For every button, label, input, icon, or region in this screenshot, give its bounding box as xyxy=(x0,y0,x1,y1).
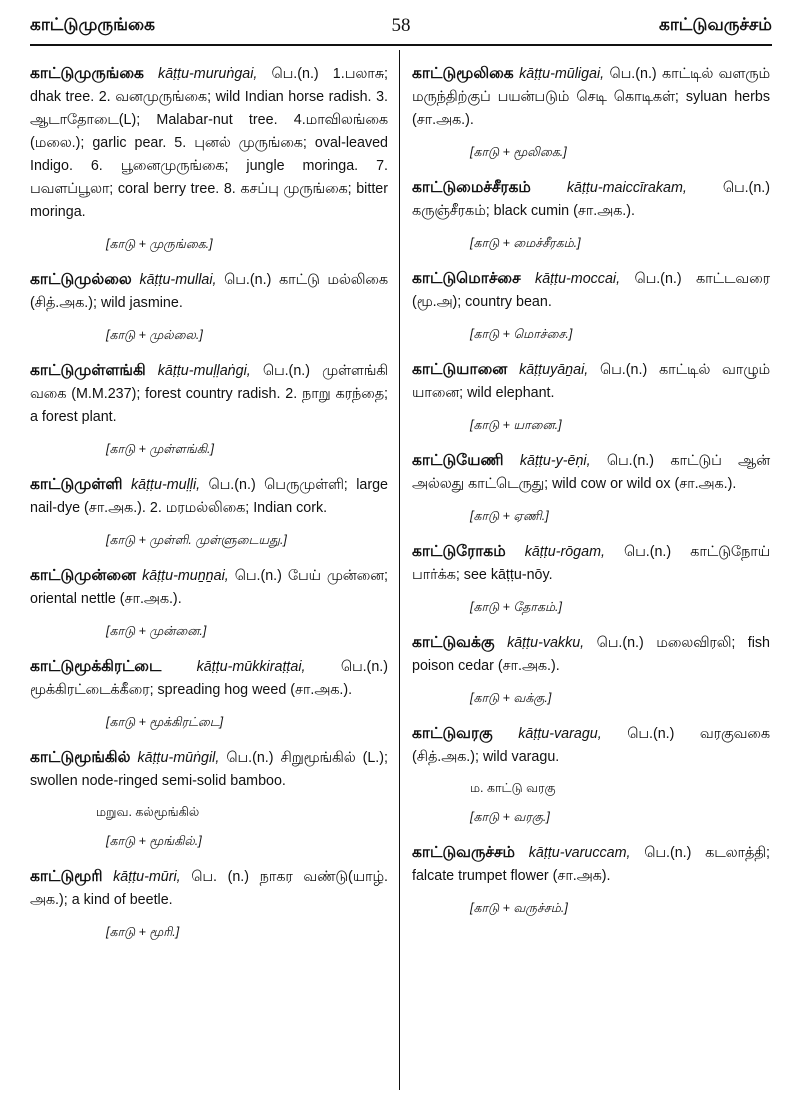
dictionary-entry xyxy=(412,62,770,161)
transliteration: kāṭṭu-rōgam, xyxy=(524,544,605,560)
headword: காட்டுவக்கு xyxy=(412,634,495,651)
definition: பெ.(n.) கடலாத்தி; falcate trumpet flower (சா.அக). xyxy=(412,845,770,884)
etymology: [காடு + மைச்சீரகம்.] xyxy=(470,236,581,250)
column-divider xyxy=(399,50,400,1090)
definition: பெ.(n.) காட்டில் வாழும் யானை; wild elephant. xyxy=(412,362,770,401)
transliteration: kāṭṭu-mūri, xyxy=(113,869,181,885)
definition: பெ.(n.) காட்டவரை (மூ.அ); country bean. xyxy=(412,271,770,310)
headword: காட்டுமைச்சீரகம் xyxy=(412,179,531,196)
etymology: [காடு + மூரி.] xyxy=(106,925,180,939)
headword: காட்டுமூரி xyxy=(30,868,103,885)
dictionary-entry xyxy=(30,746,388,850)
definition: பெ.(n.) 1.பலாசு; dhak tree. 2. வனமுருங்கை; wild Indian horse radish. 3. ஆடாதோடை(L); Malabar-nut tree. 4.மாவிலங்கை (மலை.); garlic pear. 5. புனல் முருங்கை; oval-leaved Indigo. 6. பூனைமுருங்கை; jungle moringa. 7. பவளப்பூலா; coral berry tree. 8. கசப்பு முருங்கை; bitter moringa. xyxy=(30,66,388,220)
etymology: [காடு + முருங்கை.] xyxy=(106,237,213,251)
dictionary-entry xyxy=(412,449,770,525)
transliteration: kāṭṭu-muruṅgai, xyxy=(158,66,258,82)
etymology: [காடு + மூக்கிரட்டை] xyxy=(106,715,224,729)
etymology: [காடு + முன்னை.] xyxy=(106,624,207,638)
header-last-word: காட்டுவருச்சம் xyxy=(659,15,772,34)
cognate-note: ம. காட்டு வரகு xyxy=(470,781,556,795)
header-first-word: காட்டுமுருங்கை xyxy=(30,15,155,34)
etymology: [காடு + முள்ளி. முள்ளுடையது.] xyxy=(106,533,287,547)
etymology: [காடு + வக்கு.] xyxy=(470,691,552,705)
transliteration: kāṭṭu-moccai, xyxy=(535,271,621,287)
cognate-note: மறுவ. கல்மூங்கில் xyxy=(96,805,200,819)
etymology: [காடு + முள்ளங்கி.] xyxy=(106,442,214,456)
headword: காட்டுரோகம் xyxy=(412,543,506,560)
transliteration: kāṭṭu-mullai, xyxy=(139,272,217,288)
headword: காட்டுமுல்லை xyxy=(30,271,132,288)
dictionary-entry xyxy=(30,473,388,549)
page-header xyxy=(30,8,772,46)
etymology: [காடு + மொச்சை.] xyxy=(470,327,573,341)
transliteration: kāṭṭu-muṉṉai, xyxy=(142,568,229,584)
headword: காட்டுயானை xyxy=(412,361,508,378)
headword: காட்டுமுன்னை xyxy=(30,567,137,584)
definition: பெ.(n.) சிறுமூங்கில் (L.); swollen node-ringed semi-solid bamboo. xyxy=(30,750,388,789)
transliteration: kāṭṭu-y-ēṇi, xyxy=(519,453,591,469)
left-column xyxy=(30,62,388,956)
headword: காட்டுமூங்கில் xyxy=(30,749,131,766)
page-number: 58 xyxy=(391,15,411,36)
etymology: [காடு + யானை.] xyxy=(470,418,562,432)
etymology: [காடு + தோகம்.] xyxy=(470,600,562,614)
etymology: [காடு + முல்லை.] xyxy=(106,328,203,342)
dictionary-entry xyxy=(412,358,770,434)
definition: பெ.(n.) வரகுவகை (சித்.அக.); wild varagu. xyxy=(412,726,770,765)
headword: காட்டுமூக்கிரட்டை xyxy=(30,658,162,675)
definition: பெ.(n.) காட்டு மல்லிகை (சித்.அக.); wild jasmine. xyxy=(30,272,388,311)
dictionary-entry xyxy=(30,268,388,344)
definition: பெ.(n.) பெருமுள்ளி; large nail-dye (சா.அக.). 2. மரமல்லிகை; Indian cork. xyxy=(30,477,388,516)
etymology: [காடு + மூலிகை.] xyxy=(470,145,567,159)
transliteration: kāṭṭu-muḷḷi, xyxy=(130,477,201,493)
etymology: [காடு + மூங்கில்.] xyxy=(106,834,202,848)
headword: காட்டுயேணி xyxy=(412,452,504,469)
transliteration: kāṭṭu-mūṅgil, xyxy=(137,750,220,766)
definition: பெ.(n.) காட்டில் வளரும் மருந்திற்குப் பயன்படும் செடி கொடிகள்; syluan herbs (சா.அக.). xyxy=(412,66,770,128)
dictionary-entry xyxy=(412,267,770,343)
transliteration: kāṭṭu-varagu, xyxy=(518,726,602,742)
headword: காட்டுவரகு xyxy=(412,725,493,742)
definition: பெ.(n.) மூக்கிரட்டைக்கீரை; spreading hog weed (சா.அக.). xyxy=(30,659,388,698)
headword: காட்டுமூலிகை xyxy=(412,65,514,82)
right-column xyxy=(412,62,770,932)
transliteration: kāṭṭu-mūligai, xyxy=(519,66,605,82)
headword: காட்டுமுள்ளங்கி xyxy=(30,362,146,379)
dictionary-entry xyxy=(30,655,388,731)
transliteration: kāṭṭu-varuccam, xyxy=(528,845,631,861)
dictionary-entry xyxy=(412,722,770,826)
dictionary-entry xyxy=(30,564,388,640)
headword: காட்டுமுள்ளி xyxy=(30,476,123,493)
headword: காட்டுவருச்சம் xyxy=(412,844,516,861)
dictionary-entry xyxy=(30,62,388,253)
definition: பெ.(n.) காட்டுப் ஆன் அல்லது காட்டெருது; wild cow or wild ox (சா.அக.). xyxy=(412,453,770,492)
transliteration: kāṭṭu-maiccīrakam, xyxy=(566,180,687,196)
transliteration: kāṭṭu-muḷḷaṅgi, xyxy=(157,363,251,379)
definition: பெ. (n.) நாகர வண்டு(யாழ். அக.); a kind of beetle. xyxy=(30,869,388,908)
dictionary-entry xyxy=(412,176,770,252)
etymology: [காடு + ஏணி.] xyxy=(470,509,549,523)
definition: பெ.(n.) மலைவிரலி; fish poison cedar (சா.அக.). xyxy=(412,635,770,674)
dictionary-entry xyxy=(412,631,770,707)
transliteration: kāṭṭuyāṉai, xyxy=(519,362,589,378)
definition: பெ.(n.) காட்டுநோய் பார்க்க; see kāṭṭu-nōy. xyxy=(412,544,770,583)
definition: பெ.(n.) கருஞ்சீரகம்; black cumin (சா.அக.). xyxy=(412,180,770,219)
headword: காட்டுமுருங்கை xyxy=(30,65,144,82)
definition: பெ.(n.) முள்ளங்கி வகை (M.M.237); forest country radish. 2. நாறு கரந்தை; a forest plant. xyxy=(30,363,388,425)
transliteration: kāṭṭu-vakku, xyxy=(507,635,585,651)
headword: காட்டுமொச்சை xyxy=(412,270,521,287)
etymology: [காடு + வரகு.] xyxy=(470,810,550,824)
dictionary-entry xyxy=(412,841,770,917)
definition: பெ.(n.) பேய் முன்னை; oriental nettle (சா.அக.). xyxy=(30,568,388,607)
etymology: [காடு + வருச்சம்.] xyxy=(470,901,568,915)
dictionary-entry xyxy=(30,865,388,941)
dictionary-entry xyxy=(412,540,770,616)
transliteration: kāṭṭu-mūkkiraṭṭai, xyxy=(196,659,306,675)
dictionary-entry xyxy=(30,359,388,458)
